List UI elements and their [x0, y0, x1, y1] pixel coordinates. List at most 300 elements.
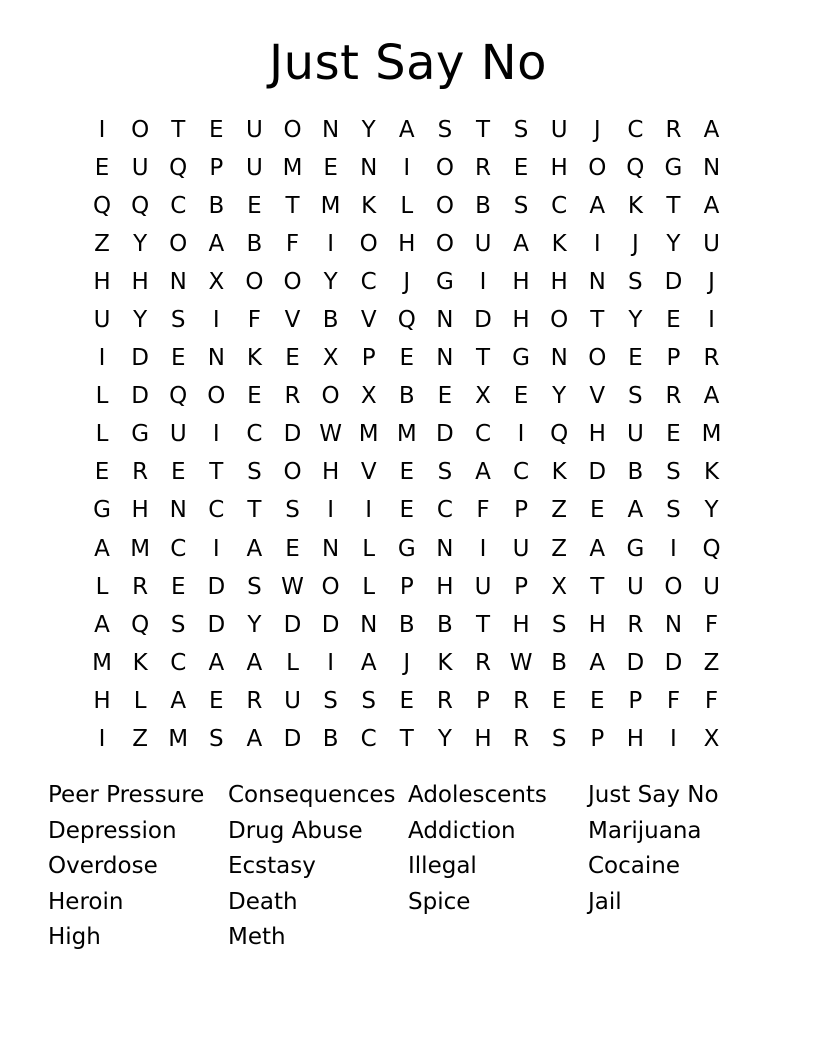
grid-letter[interactable]: H: [512, 611, 530, 638]
grid-letter[interactable]: E: [209, 687, 224, 714]
grid-letter[interactable]: B: [322, 307, 339, 334]
grid-letter[interactable]: U: [246, 154, 263, 181]
grid-letter[interactable]: E: [170, 345, 186, 372]
grid-letter[interactable]: Q: [626, 154, 645, 181]
grid-letter[interactable]: K: [551, 459, 567, 486]
grid-letter[interactable]: N: [207, 345, 225, 372]
grid-letter[interactable]: O: [435, 154, 454, 181]
grid-letter[interactable]: F: [666, 687, 681, 714]
grid-letter[interactable]: M: [130, 535, 151, 562]
grid-letter[interactable]: R: [665, 383, 682, 410]
grid-letter[interactable]: F: [247, 307, 262, 334]
grid-letter[interactable]: A: [246, 535, 263, 562]
grid-letter[interactable]: L: [362, 535, 376, 562]
grid-letter[interactable]: E: [589, 687, 605, 714]
grid-letter[interactable]: I: [403, 154, 411, 181]
grid-letter[interactable]: M: [320, 192, 341, 219]
grid-letter[interactable]: I: [98, 116, 106, 143]
grid-letter[interactable]: R: [703, 345, 720, 372]
grid-letter[interactable]: W: [319, 421, 342, 448]
grid-letter[interactable]: O: [283, 116, 302, 143]
grid-letter[interactable]: G: [626, 535, 645, 562]
grid-letter[interactable]: N: [322, 116, 340, 143]
grid-letter[interactable]: A: [703, 192, 720, 219]
grid-letter[interactable]: A: [246, 649, 263, 676]
grid-letter[interactable]: A: [589, 192, 606, 219]
grid-letter[interactable]: O: [435, 230, 454, 257]
grid-letter[interactable]: N: [169, 268, 187, 295]
grid-letter[interactable]: R: [665, 116, 682, 143]
grid-letter[interactable]: P: [590, 726, 605, 753]
grid-letter[interactable]: C: [360, 726, 377, 753]
grid-letter[interactable]: B: [627, 459, 644, 486]
grid-letter[interactable]: V: [284, 307, 301, 334]
grid-letter[interactable]: E: [247, 383, 262, 410]
grid-letter[interactable]: I: [327, 649, 334, 676]
grid-letter[interactable]: X: [208, 268, 225, 295]
grid-letter[interactable]: B: [398, 611, 415, 638]
grid-letter[interactable]: P: [514, 573, 529, 600]
grid-letter[interactable]: H: [588, 611, 606, 638]
grid-letter[interactable]: Y: [666, 230, 681, 257]
grid-letter[interactable]: H: [131, 497, 149, 524]
word-list-item: Adolescents: [408, 782, 547, 808]
grid-letter[interactable]: E: [513, 383, 529, 410]
grid-letter[interactable]: B: [551, 649, 568, 676]
grid-letter[interactable]: E: [666, 307, 681, 334]
grid-letter[interactable]: O: [283, 268, 302, 295]
grid-letter[interactable]: Y: [552, 383, 567, 410]
grid-letter[interactable]: O: [435, 192, 454, 219]
grid-letter[interactable]: C: [627, 116, 644, 143]
grid-letter[interactable]: I: [517, 421, 525, 448]
grid-letter[interactable]: Q: [169, 154, 188, 181]
grid-letter[interactable]: X: [551, 573, 568, 600]
grid-letter[interactable]: I: [479, 535, 487, 562]
grid-letter[interactable]: E: [551, 687, 567, 714]
grid-letter[interactable]: S: [628, 268, 643, 295]
grid-letter[interactable]: E: [513, 154, 529, 181]
grid-letter[interactable]: S: [437, 459, 453, 486]
grid-letter[interactable]: F: [476, 497, 490, 524]
grid-letter[interactable]: T: [590, 307, 605, 334]
grid-letter[interactable]: D: [283, 726, 302, 753]
grid-letter[interactable]: I: [670, 535, 677, 562]
grid-letter[interactable]: U: [246, 116, 263, 143]
grid-letter[interactable]: W: [281, 573, 304, 600]
grid-letter[interactable]: R: [132, 459, 149, 486]
grid-letter[interactable]: M: [396, 421, 417, 448]
grid-letter[interactable]: O: [245, 268, 264, 295]
grid-letter[interactable]: J: [631, 230, 639, 257]
grid-letter[interactable]: H: [512, 307, 530, 334]
grid-letter[interactable]: D: [207, 611, 226, 638]
grid-letter[interactable]: T: [209, 459, 224, 486]
grid-letter[interactable]: B: [246, 230, 263, 257]
grid-letter[interactable]: Q: [131, 192, 150, 219]
grid-letter[interactable]: G: [512, 345, 530, 372]
grid-letter[interactable]: P: [399, 573, 414, 600]
word-list-item: Heroin: [48, 888, 124, 915]
grid-letter[interactable]: Z: [132, 726, 149, 753]
grid-letter[interactable]: O: [207, 383, 226, 410]
grid-letter[interactable]: A: [475, 459, 491, 486]
grid-letter[interactable]: P: [628, 687, 643, 714]
grid-letter[interactable]: Y: [133, 230, 148, 257]
grid-letter[interactable]: N: [169, 497, 187, 524]
grid-letter[interactable]: A: [360, 649, 377, 676]
grid-letter[interactable]: B: [475, 192, 491, 219]
grid-letter[interactable]: S: [285, 497, 300, 524]
grid-letter[interactable]: D: [283, 611, 302, 638]
grid-letter[interactable]: E: [247, 192, 262, 219]
grid-letter[interactable]: C: [170, 192, 187, 219]
grid-letter[interactable]: H: [550, 268, 568, 295]
grid-letter[interactable]: D: [664, 268, 683, 295]
grid-letter[interactable]: M: [701, 421, 722, 448]
grid-letter[interactable]: D: [283, 421, 302, 448]
grid-letter[interactable]: E: [94, 459, 110, 486]
grid-letter[interactable]: J: [403, 268, 411, 295]
grid-letter[interactable]: E: [628, 345, 643, 372]
grid-letter[interactable]: O: [169, 230, 188, 257]
word-list-item: Just Say No: [588, 782, 719, 808]
grid-letter[interactable]: H: [93, 687, 111, 714]
grid-letter[interactable]: Y: [361, 116, 376, 143]
grid-letter[interactable]: S: [513, 192, 529, 219]
grid-letter[interactable]: B: [437, 611, 453, 638]
grid-letter[interactable]: Q: [397, 307, 416, 334]
word-list-item: Illegal: [408, 853, 477, 879]
grid-letter[interactable]: C: [513, 459, 530, 486]
grid-letter[interactable]: U: [474, 573, 492, 600]
grid-letter[interactable]: R: [627, 611, 644, 638]
grid-letter[interactable]: S: [247, 573, 262, 600]
grid-letter[interactable]: D: [474, 307, 492, 334]
grid-letter[interactable]: V: [360, 459, 377, 486]
grid-letter[interactable]: Z: [703, 649, 720, 676]
grid-letter[interactable]: R: [513, 687, 530, 714]
grid-letter[interactable]: U: [626, 573, 644, 600]
grid-letter[interactable]: S: [323, 687, 338, 714]
grid-letter[interactable]: M: [168, 726, 189, 753]
grid-letter[interactable]: M: [282, 154, 303, 181]
grid-letter[interactable]: I: [98, 726, 106, 753]
grid-letter[interactable]: H: [398, 230, 416, 257]
grid-letter[interactable]: C: [436, 497, 453, 524]
grid-letter[interactable]: K: [551, 230, 567, 257]
grid-letter[interactable]: H: [93, 268, 111, 295]
grid-letter[interactable]: Y: [628, 307, 643, 334]
grid-letter[interactable]: H: [550, 154, 568, 181]
grid-letter[interactable]: K: [246, 345, 262, 372]
grid-letter[interactable]: U: [131, 154, 149, 181]
grid-letter[interactable]: S: [666, 459, 681, 486]
grid-letter[interactable]: X: [360, 383, 377, 410]
grid-letter[interactable]: S: [361, 687, 376, 714]
grid-letter[interactable]: O: [359, 230, 378, 257]
grid-letter[interactable]: A: [627, 497, 644, 524]
grid-letter[interactable]: A: [94, 611, 110, 638]
grid-letter[interactable]: H: [626, 726, 644, 753]
grid-letter[interactable]: R: [436, 687, 453, 714]
grid-letter[interactable]: I: [327, 230, 334, 257]
grid-letter[interactable]: T: [247, 497, 262, 524]
grid-letter[interactable]: T: [171, 116, 186, 143]
grid-letter[interactable]: C: [246, 421, 263, 448]
grid-letter[interactable]: H: [436, 573, 454, 600]
grid-letter[interactable]: E: [170, 573, 186, 600]
grid-letter[interactable]: K: [132, 649, 148, 676]
grid-letter[interactable]: N: [436, 535, 454, 562]
grid-letter[interactable]: Q: [702, 535, 721, 562]
grid-letter[interactable]: O: [131, 116, 150, 143]
grid-letter[interactable]: U: [550, 116, 568, 143]
grid-letter[interactable]: B: [208, 192, 225, 219]
grid-letter[interactable]: C: [551, 192, 568, 219]
grid-letter[interactable]: I: [212, 307, 220, 334]
grid-letter[interactable]: A: [208, 649, 225, 676]
grid-letter[interactable]: H: [321, 459, 340, 486]
grid-letter[interactable]: E: [170, 459, 186, 486]
grid-letter[interactable]: S: [666, 497, 681, 524]
grid-letter[interactable]: S: [170, 307, 186, 334]
grid-letter[interactable]: I: [479, 268, 487, 295]
grid-letter[interactable]: A: [513, 230, 529, 257]
grid-letter[interactable]: E: [94, 154, 110, 181]
grid-letter[interactable]: Y: [133, 307, 148, 334]
grid-letter[interactable]: L: [133, 687, 147, 714]
grid-letter[interactable]: L: [95, 573, 109, 600]
grid-letter[interactable]: M: [358, 421, 379, 448]
grid-letter[interactable]: K: [627, 192, 643, 219]
grid-letter[interactable]: A: [589, 649, 606, 676]
grid-letter[interactable]: T: [475, 345, 491, 372]
grid-letter[interactable]: N: [360, 154, 378, 181]
grid-letter[interactable]: I: [212, 421, 220, 448]
grid-letter[interactable]: P: [209, 154, 224, 181]
grid-letter[interactable]: D: [131, 345, 149, 372]
grid-letter[interactable]: S: [437, 116, 453, 143]
grid-letter[interactable]: K: [704, 459, 720, 486]
grid-letter[interactable]: A: [398, 116, 415, 143]
grid-letter[interactable]: A: [208, 230, 225, 257]
grid-letter[interactable]: G: [397, 535, 416, 562]
grid-letter[interactable]: V: [589, 383, 606, 410]
grid-letter[interactable]: G: [93, 497, 111, 524]
grid-letter[interactable]: B: [398, 383, 415, 410]
grid-letter[interactable]: J: [708, 268, 715, 295]
grid-letter[interactable]: L: [95, 383, 109, 410]
grid-letter[interactable]: C: [170, 535, 187, 562]
grid-letter[interactable]: U: [474, 230, 492, 257]
grid-letter[interactable]: Q: [550, 421, 569, 448]
grid-letter[interactable]: T: [475, 116, 491, 143]
grid-letter[interactable]: I: [98, 345, 106, 372]
grid-letter[interactable]: N: [436, 307, 454, 334]
grid-letter[interactable]: Y: [437, 726, 452, 753]
word-list-item: Cocaine: [588, 853, 680, 879]
grid-letter[interactable]: D: [436, 421, 454, 448]
grid-letter[interactable]: U: [169, 421, 187, 448]
grid-letter[interactable]: C: [170, 649, 187, 676]
grid-letter[interactable]: P: [666, 345, 681, 372]
grid-letter[interactable]: Y: [704, 497, 719, 524]
grid-letter[interactable]: E: [666, 421, 681, 448]
grid-letter[interactable]: Z: [551, 535, 568, 562]
grid-letter[interactable]: X: [475, 383, 491, 410]
grid-letter[interactable]: D: [321, 611, 340, 638]
grid-letter[interactable]: G: [664, 154, 683, 181]
grid-letter[interactable]: Q: [131, 611, 150, 638]
grid-letter[interactable]: P: [361, 345, 376, 372]
grid-letter[interactable]: N: [702, 154, 721, 181]
grid-letter[interactable]: S: [247, 459, 262, 486]
grid-letter[interactable]: J: [403, 649, 411, 676]
grid-letter[interactable]: W: [509, 649, 533, 676]
grid-letter[interactable]: T: [590, 573, 605, 600]
puzzle-title: Just Say No: [269, 35, 547, 91]
grid-letter[interactable]: X: [703, 726, 720, 753]
grid-letter[interactable]: Q: [169, 383, 188, 410]
grid-letter[interactable]: S: [513, 116, 529, 143]
grid-letter[interactable]: A: [589, 535, 606, 562]
grid-letter[interactable]: I: [365, 497, 373, 524]
grid-letter[interactable]: S: [628, 383, 643, 410]
grid-letter[interactable]: E: [323, 154, 338, 181]
grid-letter[interactable]: N: [550, 345, 568, 372]
word-list-item: Drug Abuse: [228, 817, 363, 844]
grid-letter[interactable]: T: [285, 192, 300, 219]
grid-letter[interactable]: I: [212, 535, 220, 562]
grid-letter[interactable]: H: [512, 268, 530, 295]
grid-letter[interactable]: S: [209, 726, 224, 753]
grid-letter[interactable]: N: [664, 611, 683, 638]
grid-letter[interactable]: B: [322, 726, 339, 753]
grid-letter[interactable]: E: [399, 459, 415, 486]
grid-letter[interactable]: C: [360, 268, 377, 295]
grid-letter[interactable]: D: [588, 459, 607, 486]
grid-letter[interactable]: Z: [551, 497, 568, 524]
grid-letter[interactable]: F: [704, 611, 719, 638]
grid-letter[interactable]: A: [170, 687, 187, 714]
grid-letter[interactable]: U: [703, 573, 720, 600]
grid-letter[interactable]: Y: [323, 268, 338, 295]
grid-letter[interactable]: R: [474, 649, 491, 676]
grid-letter[interactable]: U: [626, 421, 644, 448]
grid-letter[interactable]: R: [284, 383, 301, 410]
grid-letter[interactable]: G: [435, 268, 454, 295]
grid-letter[interactable]: D: [626, 649, 645, 676]
grid-letter[interactable]: E: [399, 345, 415, 372]
grid-letter[interactable]: X: [322, 345, 339, 372]
grid-letter[interactable]: K: [361, 192, 377, 219]
grid-letter[interactable]: H: [588, 421, 606, 448]
grid-letter[interactable]: C: [474, 421, 492, 448]
grid-letter[interactable]: Q: [92, 192, 112, 219]
grid-letter[interactable]: E: [399, 687, 415, 714]
grid-letter[interactable]: R: [132, 573, 149, 600]
grid-letter[interactable]: L: [362, 573, 376, 600]
grid-letter[interactable]: I: [670, 726, 677, 753]
word-list-item: Peer Pressure: [48, 782, 205, 808]
grid-letter[interactable]: U: [284, 687, 301, 714]
grid-letter[interactable]: I: [327, 497, 334, 524]
grid-letter[interactable]: H: [131, 268, 149, 295]
grid-letter[interactable]: A: [703, 116, 720, 143]
word-list-item: Spice: [408, 888, 471, 915]
grid-letter[interactable]: D: [131, 383, 149, 410]
grid-letter[interactable]: F: [704, 687, 719, 714]
grid-letter[interactable]: A: [246, 726, 263, 753]
grid-letter[interactable]: I: [593, 230, 601, 257]
grid-letter[interactable]: P: [476, 687, 490, 714]
grid-letter[interactable]: L: [95, 421, 109, 448]
grid-letter[interactable]: U: [93, 307, 111, 334]
grid-letter[interactable]: I: [708, 307, 715, 334]
grid-letter[interactable]: S: [170, 611, 186, 638]
grid-letter[interactable]: E: [399, 497, 415, 524]
grid-letter[interactable]: N: [360, 611, 378, 638]
grid-letter[interactable]: T: [475, 611, 491, 638]
grid-letter[interactable]: R: [474, 154, 491, 181]
grid-letter[interactable]: D: [207, 573, 226, 600]
grid-letter[interactable]: R: [513, 726, 530, 753]
grid-letter[interactable]: E: [285, 345, 300, 372]
grid-letter[interactable]: Y: [247, 611, 262, 638]
grid-letter[interactable]: A: [94, 535, 110, 562]
word-list-item: Death: [228, 888, 298, 915]
grid-letter[interactable]: U: [512, 535, 530, 562]
grid-letter[interactable]: L: [400, 192, 414, 219]
grid-letter[interactable]: S: [551, 611, 567, 638]
grid-letter[interactable]: D: [664, 649, 683, 676]
grid-letter[interactable]: J: [593, 116, 601, 143]
grid-letter[interactable]: O: [664, 573, 683, 600]
grid-letter[interactable]: N: [322, 535, 340, 562]
grid-letter[interactable]: H: [474, 726, 492, 753]
grid-letter[interactable]: R: [246, 687, 263, 714]
grid-letter[interactable]: Z: [94, 230, 110, 257]
grid-letter[interactable]: M: [92, 649, 112, 676]
grid-letter[interactable]: O: [588, 154, 607, 181]
grid-letter[interactable]: C: [208, 497, 225, 524]
grid-letter[interactable]: O: [588, 345, 607, 372]
grid-letter[interactable]: O: [321, 383, 340, 410]
grid-letter[interactable]: O: [550, 307, 569, 334]
grid-letter[interactable]: G: [131, 421, 150, 448]
grid-letter[interactable]: L: [286, 649, 299, 676]
grid-letter[interactable]: T: [666, 192, 681, 219]
grid-letter[interactable]: O: [283, 459, 302, 486]
grid-letter[interactable]: P: [514, 497, 529, 524]
grid-letter[interactable]: N: [436, 345, 454, 372]
grid-letter[interactable]: V: [360, 307, 377, 334]
word-list-item: Consequences: [228, 782, 396, 808]
grid-letter[interactable]: T: [399, 726, 414, 753]
grid-letter[interactable]: N: [588, 268, 606, 295]
grid-letter[interactable]: U: [703, 230, 720, 257]
grid-letter[interactable]: E: [285, 535, 300, 562]
grid-letter[interactable]: K: [437, 649, 453, 676]
grid-letter[interactable]: O: [321, 573, 340, 600]
grid-letter[interactable]: E: [437, 383, 453, 410]
grid-letter[interactable]: E: [589, 497, 605, 524]
grid-letter[interactable]: F: [285, 230, 300, 257]
grid-letter[interactable]: A: [703, 383, 720, 410]
grid-letter[interactable]: S: [551, 726, 567, 753]
grid-letter[interactable]: E: [209, 116, 224, 143]
